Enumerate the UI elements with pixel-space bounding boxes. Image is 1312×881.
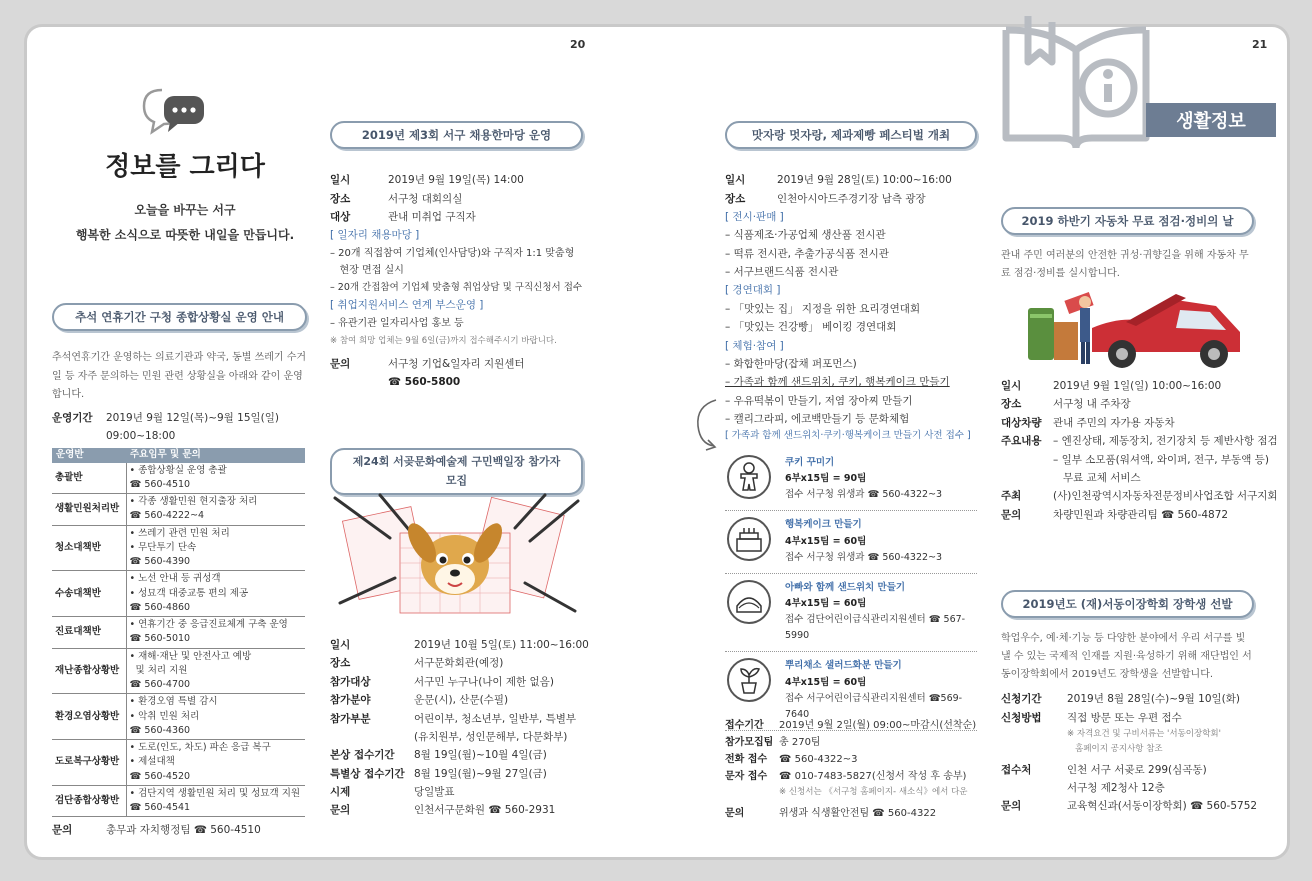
festival-field-row	[725, 734, 985, 751]
event-item	[725, 574, 977, 653]
team-duty: • 검단지역 생활민원 처리 및 성묘객 지원	[129, 787, 301, 799]
festival-date-value: 2019년 9월 28일(토) 10:00~16:00	[777, 174, 952, 187]
car-details	[1001, 377, 1278, 524]
scholarship-field-value: 서구청 제2청사 12층	[1067, 782, 1165, 794]
event-registration: 접수 서구청 위생과 ☎ 560-4322~3	[785, 551, 943, 563]
festival-field-label: 전화 접수	[725, 754, 768, 765]
contest-field-label: 참가분야	[330, 694, 371, 707]
team-phone: ☎ 560-4860	[129, 601, 191, 613]
table-header-team: 운영반	[52, 448, 126, 462]
event-body	[785, 455, 942, 503]
car-field-row	[1001, 395, 1261, 413]
car-field-value: 차량민원과 차량관리팀 ☎ 560-4872	[1053, 508, 1229, 521]
job-date-value: 2019년 9월 19일(목) 14:00	[388, 174, 524, 187]
contest-field-row	[330, 801, 590, 819]
festival-date-label: 일시	[725, 174, 746, 187]
event-capacity: 4부x15팀 = 60팀	[785, 676, 867, 688]
car-field-value: 2019년 9월 1일(일) 10:00~16:00	[1053, 380, 1222, 392]
job-sub1-item: 현장 면접 실시	[330, 265, 404, 277]
holiday-intro: 추석연휴기간 운영하는 의료기관과 약국, 동별 쓰레기 수거일 등 자주 문의하는 민원 관련 상황실을 아래와 같이 운영합니다.	[52, 352, 307, 401]
car-repair-illustration	[1026, 288, 1246, 372]
contest-details	[330, 636, 590, 820]
contest-field-row	[330, 765, 590, 783]
contest-illustration	[330, 493, 583, 618]
team-duty: • 쓰레기 관련 민원 처리	[129, 527, 230, 539]
job-sub1-item: – 20개 직접참여 기업체(인사담당)와 구직자 1:1 맞춤형	[330, 247, 575, 259]
column-writing-contest	[330, 448, 583, 495]
column-car-check	[1001, 207, 1254, 283]
scholarship-field-label: 접수처	[1001, 763, 1032, 776]
event-registration: 접수 검단어린이급식관리지원센터 ☎ 567-5990	[785, 614, 966, 642]
contest-field-label: 문의	[330, 804, 351, 817]
column-job-fair	[330, 121, 583, 392]
car-field-row	[1001, 377, 1261, 395]
event-capacity: 4부x15팀 = 60팀	[785, 597, 867, 609]
job-target-value: 관내 미취업 구직자	[388, 210, 476, 223]
team-phone: ☎ 560-4520	[129, 770, 191, 782]
scholarship-note1: ※ 자격요건 및 구비서류는 '서동이장학회'	[1067, 728, 1221, 739]
festival-heading: 맛자랑 멋자랑, 제과제빵 페스티벌 개최	[725, 121, 977, 149]
team-name: 수송대책반	[52, 571, 126, 617]
team-duties	[126, 740, 305, 786]
contest-field-value: 서구민 누구나(나이 제한 없음)	[414, 675, 554, 688]
job-fair-heading: 2019년 제3회 서구 채용한마당 운영	[330, 121, 583, 149]
car-field-label: 주최	[1001, 490, 1022, 503]
team-duties	[126, 494, 305, 526]
festival-field-row	[725, 751, 985, 768]
team-duty: • 환경오염 특별 감시	[129, 696, 218, 708]
car-field-label	[1001, 451, 1053, 469]
event-body	[785, 517, 942, 565]
festival-sub1-item: – 떡류 전시관, 추출가공식품 전시관	[725, 247, 889, 260]
curved-arrow-icon	[694, 396, 720, 456]
scholarship-note2: 홈페이지 공지사항 참조	[1067, 743, 1163, 754]
team-duty: • 악취 민원 처리	[129, 710, 200, 722]
contest-field-label: 시제	[330, 786, 351, 798]
page-number-right: 21	[1252, 38, 1268, 51]
team-duty: • 제설대책	[129, 756, 175, 768]
contest-field-row	[330, 673, 590, 691]
team-name: 총괄반	[52, 463, 126, 494]
team-duty: • 노선 안내 등 귀성객	[129, 573, 221, 585]
team-name: 환경오염상황반	[52, 694, 126, 740]
car-field-row	[1001, 414, 1261, 432]
contest-field-value: 운문(시), 산문(수필)	[414, 694, 509, 707]
column-scholarship	[1001, 590, 1258, 816]
contest-field-value: (유치원부, 성인문해부, 다문화부)	[414, 730, 568, 743]
team-name: 청소대책반	[52, 525, 126, 571]
period-value: 2019년 9월 12일(목)~9월 15일(일)	[106, 411, 280, 424]
event-title: 아빠와 함께 샌드위치 만들기	[785, 581, 906, 593]
event-capacity: 4부x15팀 = 60팀	[785, 535, 867, 547]
gingerbread-icon	[727, 455, 771, 499]
car-field-row	[1001, 432, 1278, 450]
table-row	[52, 785, 305, 817]
scholarship-fields-2	[1001, 761, 1258, 816]
team-phone: ☎ 560-4541	[129, 802, 191, 814]
contest-field-row	[330, 636, 590, 654]
car-field-row	[1001, 451, 1269, 469]
festival-sub1-item: – 서구브랜드식품 전시관	[725, 266, 839, 278]
festival-field-value: ☎ 010-7483-5827(신청서 작성 후 송부)	[779, 771, 967, 782]
contest-field-label: 참가대상	[330, 675, 371, 688]
page-subtitle-line1: 오늘을 바꾸는 서구	[134, 203, 236, 217]
event-title: 뿌리채소 샐러드화분 만들기	[785, 660, 902, 672]
scholarship-field-label: 신청방법	[1001, 711, 1042, 724]
sms-note: ※ 신청서는 《서구청 홈페이지- 새소식》에서 다운	[779, 787, 968, 797]
festival-field-value: 2019년 9월 2일(월) 09:00~마감시(선착순)	[779, 720, 977, 731]
section-tag: 생활정보	[1146, 103, 1276, 137]
table-row	[52, 494, 305, 526]
team-duties	[126, 785, 305, 817]
contest-field-label: 일시	[330, 639, 351, 651]
contest-field-value: 인천서구문화원 ☎ 560-2931	[414, 804, 556, 817]
table-header-duties: 주요임무 및 문의	[126, 448, 305, 462]
car-field-label: 주요내용	[1001, 435, 1042, 448]
scholarship-field-row	[1001, 761, 1254, 779]
scholarship-field-value: 교육혁신과(서동이장학회) ☎ 560-5752	[1067, 800, 1258, 813]
car-field-row	[1001, 506, 1261, 524]
team-name: 도로복구상황반	[52, 740, 126, 786]
festival-sub2-item: – 「맛있는 건강빵」 베이킹 경연대회	[725, 321, 897, 334]
table-row	[52, 571, 305, 617]
scholarship-field-label: 문의	[1001, 800, 1022, 813]
contest-field-value: 서구문화회관(예정)	[414, 657, 504, 670]
contest-field-row	[330, 728, 590, 746]
scholarship-field-value: 직접 방문 또는 우편 접수	[1067, 711, 1182, 724]
team-duty: • 연휴기간 중 응급진료체계 구축 운영	[129, 619, 288, 631]
team-duties	[126, 694, 305, 740]
team-duty: • 재해·재난 및 안전사고 예방	[129, 650, 252, 662]
scholarship-field-row	[1001, 797, 1258, 815]
job-sub1-item: – 20개 간접참여 기업체 맞춤형 취업상담 및 구직신청서 접수	[330, 281, 583, 293]
event-registration: 접수 서구청 위생과 ☎ 560-4322~3	[785, 489, 943, 501]
festival-contact-label: 문의	[725, 808, 745, 820]
festival-contact-value: 위생과 식생활안전팀 ☎ 560-4322	[779, 808, 937, 820]
job-contact-line2: ☎ 560-5800	[388, 376, 461, 389]
festival-field-value: ☎ 560-4322~3	[779, 754, 858, 765]
period-label: 운영기간	[52, 411, 93, 424]
festival-sub3-item: – 캘리그라피, 에코백만들기 등 문화체험	[725, 413, 910, 425]
scholarship-fields	[1001, 690, 1254, 727]
car-field-value: – 일부 소모품(워셔액, 와이퍼, 전구, 부동액 등)	[1053, 453, 1269, 466]
team-name: 검단종합상황반	[52, 785, 126, 817]
team-duties	[126, 648, 305, 694]
festival-registration	[725, 717, 985, 822]
contest-field-label: 장소	[330, 657, 351, 670]
event-title: 쿠키 꾸미기	[785, 457, 835, 468]
car-heading: 2019 하반기 자동차 무료 점검·정비의 날	[1001, 207, 1254, 235]
table-row	[52, 525, 305, 571]
car-field-label: 대상차량	[1001, 416, 1042, 429]
scholarship-intro: 학업우수, 예·체·기능 등 다양한 분야에서 우리 서구를 빛낼 수 있는 국제적 인재를 지원·육성하기 위해 재단법인 서동이장학회에서 2019년도 장학생을 선발합니다.	[1001, 633, 1252, 681]
scholarship-field-row	[1001, 709, 1254, 727]
team-duties	[126, 571, 305, 617]
event-body	[785, 658, 977, 723]
event-registration: 접수 서구어린이급식관리지원센터 ☎569-7640	[785, 692, 963, 720]
team-name: 재난종합상황반	[52, 648, 126, 694]
contest-field-label: 참가부분	[330, 712, 371, 725]
sandwich-icon	[727, 580, 771, 624]
contest-heading: 제24회 서곶문화예술제 구민백일장 참가자 모집	[330, 448, 583, 495]
car-field-label: 일시	[1001, 380, 1022, 392]
festival-place-label: 장소	[725, 192, 746, 205]
festival-sub2: [ 경연대회 ]	[725, 284, 781, 297]
team-phone: ☎ 560-4222~4	[129, 510, 205, 522]
team-duties	[126, 525, 305, 571]
festival-sub3: [ 체험·참여 ]	[725, 339, 784, 352]
festival-sub3-item: – 가족과 함께 샌드위치, 쿠키, 행복케이크 만들기	[725, 376, 950, 389]
festival-field-label: 참가모집팀	[725, 737, 774, 748]
page-subtitle-line2: 행복한 소식으로 따뜻한 내일을 만듭니다.	[75, 228, 295, 242]
car-field-value: (사)인천광역시자동차전문정비사업조합 서구지회	[1053, 490, 1278, 503]
job-date-label: 일시	[330, 174, 351, 187]
car-intro: 관내 주민 여러분의 안전한 귀성·귀향길을 위해 자동차 무료 점검·정비를 실시합니다.	[1001, 250, 1249, 280]
book-info-icon	[998, 10, 1158, 150]
contest-field-value: 2019년 10월 5일(토) 11:00~16:00	[414, 639, 589, 651]
scholarship-field-row	[1001, 779, 1254, 797]
team-duty: • 각종 생활민원 현지출장 처리	[129, 496, 258, 508]
holiday-contact-value: 총무과 자치행정팀 ☎ 560-4510	[106, 824, 261, 837]
festival-sub1: [ 전시·판매 ]	[725, 210, 784, 223]
festival-place-value: 인천아시아드주경기장 남측 광장	[777, 192, 926, 205]
festival-sub2-item: – 「맛있는 집」 지정을 위한 요리경연대회	[725, 302, 921, 315]
contest-field-row	[330, 710, 590, 728]
column-bakery-festival	[725, 121, 977, 731]
festival-sub3-item: – 화합한마당(잡채 퍼포먼스)	[725, 357, 857, 370]
event-item	[725, 511, 977, 573]
contest-field-row	[330, 654, 590, 672]
team-duties	[126, 617, 305, 649]
team-phone: ☎ 560-4360	[129, 724, 191, 736]
event-item	[725, 449, 977, 511]
job-note: ※ 참여 희망 업체는 9월 6일(금)까지 접수해주시기 바랍니다.	[330, 336, 557, 347]
car-field-label: 장소	[1001, 398, 1022, 411]
event-title: 행복케이크 만들기	[785, 519, 862, 531]
car-field-value: 무료 교체 서비스	[1053, 471, 1141, 484]
job-sub2-item: – 유관기관 일자리사업 홍보 등	[330, 317, 464, 329]
contest-field-value: 8월 19일(월)~10월 4일(금)	[414, 749, 547, 762]
contest-field-label: 특별상 접수기간	[330, 767, 405, 780]
cake-icon	[727, 517, 771, 561]
team-duty: • 무단투기 단속	[129, 541, 197, 553]
festival-sub4: [ 가족과 함께 샌드위치·쿠키·행복케이크 만들기 사전 접수 ]	[725, 430, 971, 442]
festival-contact-row	[725, 805, 985, 822]
festival-field-label: 문자 접수	[725, 771, 768, 782]
table-row	[52, 694, 305, 740]
contest-field-value: 당일발표	[414, 786, 455, 798]
festival-sub1-item: – 식품제조·가공업체 생산품 전시관	[725, 229, 886, 242]
period-time: 09:00~18:00	[106, 430, 176, 442]
team-phone: ☎ 560-4390	[129, 556, 191, 568]
scholarship-field-row	[1001, 690, 1254, 708]
job-contact-line1: 서구청 기업&일자리 지원센터	[388, 358, 525, 370]
table-row	[52, 648, 305, 694]
festival-sub3-item: – 우유떡볶이 만들기, 저염 장아찌 만들기	[725, 394, 913, 407]
table-row	[52, 617, 305, 649]
team-name: 진료대책반	[52, 617, 126, 649]
holiday-contact-label: 문의	[52, 824, 73, 837]
table-row	[52, 740, 305, 786]
scholarship-field-value: 인천 서구 서곶로 299(심곡동)	[1067, 763, 1207, 776]
event-body	[785, 580, 977, 645]
festival-field-label: 접수기간	[725, 720, 764, 731]
scholarship-heading: 2019년도 (재)서동이장학회 장학생 선발	[1001, 590, 1254, 618]
table-row	[52, 463, 305, 494]
car-field-label: 문의	[1001, 508, 1022, 521]
contest-field-row	[330, 691, 590, 709]
scholarship-field-label: 신청기간	[1001, 693, 1042, 706]
festival-field-value: 총 270팀	[779, 737, 821, 748]
job-sub2: [ 취업지원서비스 연계 부스운영 ]	[330, 299, 484, 312]
contest-field-label: 본상 접수기간	[330, 749, 395, 762]
team-phone: ☎ 560-5010	[129, 633, 191, 645]
contest-field-label	[330, 728, 414, 746]
event-capacity: 6부x15팀 = 90팀	[785, 473, 867, 485]
team-duty: • 도로(인도, 차도) 파손 응급 복구	[129, 742, 271, 754]
job-target-label: 대상	[330, 210, 351, 223]
team-phone: ☎ 560-4510	[129, 478, 191, 490]
team-duties	[126, 463, 305, 494]
event-list	[725, 449, 977, 731]
department-table	[52, 448, 305, 817]
team-duty: • 종합상황실 운영 총괄	[129, 464, 227, 476]
job-sub1: [ 일자리 채용마당 ]	[330, 229, 420, 242]
team-phone: ☎ 560-4700	[129, 679, 191, 691]
team-duty: 및 처리 지원	[129, 664, 188, 676]
scholarship-field-label	[1001, 779, 1067, 797]
car-field-value: – 엔진상태, 제동장치, 전기장치 등 제반사항 점검	[1053, 435, 1278, 448]
contest-field-value: 어린이부, 청소년부, 일반부, 특별부	[414, 712, 577, 725]
contest-field-value: 8월 19일(월)~9월 27일(금)	[414, 767, 547, 780]
contest-field-row	[330, 783, 590, 801]
job-place-label: 장소	[330, 192, 351, 205]
page-number-left: 20	[570, 38, 586, 51]
car-field-row	[1001, 469, 1261, 487]
holiday-heading: 추석 연휴기간 구청 종합상황실 운영 안내	[52, 303, 307, 331]
job-place-value: 서구청 대회의실	[388, 192, 463, 205]
car-field-row	[1001, 487, 1278, 505]
job-contact-label: 문의	[330, 358, 351, 370]
page-title: 정보를 그리다	[105, 152, 265, 182]
plant-pot-icon	[727, 658, 771, 702]
column-holiday-info	[52, 303, 307, 840]
speech-bubble-icon	[140, 84, 210, 140]
festival-field-row	[725, 717, 985, 734]
contest-field-row	[330, 746, 590, 764]
team-duty: • 성묘객 대중교통 편의 제공	[129, 587, 249, 599]
scholarship-field-value: 2019년 8월 28일(수)~9월 10일(화)	[1067, 693, 1241, 706]
team-name: 생활민원처리반	[52, 494, 126, 526]
car-field-label	[1001, 469, 1053, 487]
festival-field-row	[725, 768, 985, 785]
car-field-value: 관내 주민의 자가용 자동차	[1053, 416, 1175, 429]
car-field-value: 서구청 내 주차장	[1053, 398, 1131, 411]
